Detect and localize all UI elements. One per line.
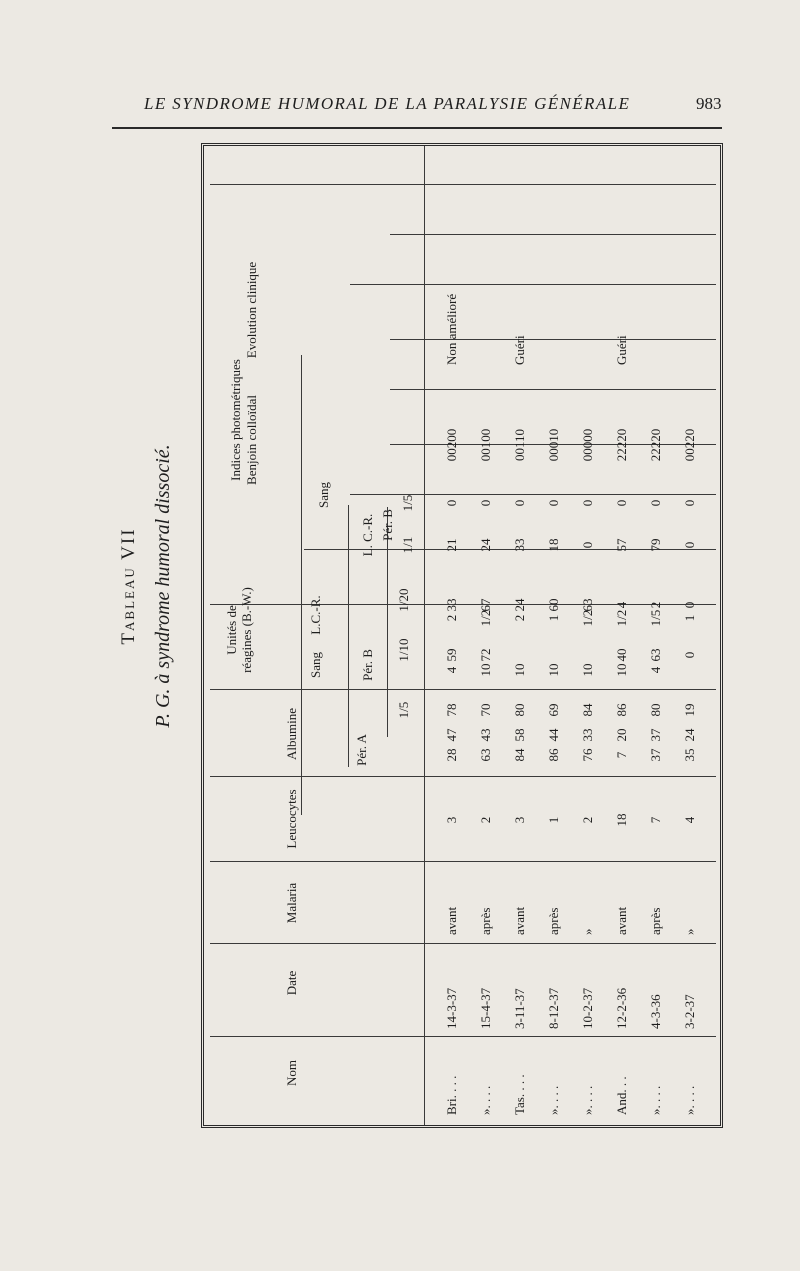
header-lcr-b-1-1: 1/1 (400, 536, 415, 554)
data-table (201, 143, 723, 1128)
cell-sang-1-10: 63 (648, 648, 663, 662)
cell-lcr-1-1: 0 (580, 541, 595, 549)
cell-sang-1-10: 72 (478, 648, 493, 662)
cell-sang-1-20: 60 (546, 598, 561, 612)
table-subtitle: P. G. à syndrome humoral dissocié. (152, 444, 174, 728)
header-unites: Unités de réagines (B.-W.) (224, 587, 254, 673)
cell-lcr-1-1: 57 (614, 538, 629, 552)
header-leucocytes: Leucocytes (284, 789, 299, 849)
cell-benjoin: 22220 (648, 428, 663, 462)
cell-lcr-1-1: 21 (444, 538, 459, 552)
cell-unites-lcr: 1/2 (580, 609, 595, 627)
cell-albumine: 24 (682, 728, 697, 742)
cell-nom: Bri. . . . (444, 1075, 459, 1115)
cell-sang-1-5: 86 (614, 703, 629, 717)
cell-leucocytes: 4 (682, 816, 697, 824)
cell-albumine: 33 (580, 728, 595, 742)
page-header (100, 94, 740, 120)
cell-per-a: 86 (546, 748, 561, 762)
cell-lcr-1-5: 0 (648, 499, 663, 507)
header-indices-sang: Sang (316, 482, 331, 508)
cell-unites-lcr: 1/2 (478, 609, 493, 627)
header-unites-lcr: L.C.-R. (308, 595, 323, 635)
cell-benjoin: 00000 (580, 428, 595, 462)
cell-lcr-1-5: 0 (614, 499, 629, 507)
table-title: Tableau VII (118, 527, 139, 645)
cell-nom: ». . . . (478, 1085, 493, 1115)
cell-unites-sang: 10 (614, 663, 629, 677)
cell-evolution: Guéri (614, 335, 629, 365)
cell-nom: Tas. . . . (512, 1074, 527, 1115)
cell-leucocytes: 3 (512, 816, 527, 824)
header-sang-per-a: Pér. A (354, 734, 369, 766)
cell-unites-sang: 10 (478, 663, 493, 677)
cell-leucocytes: 7 (648, 816, 663, 824)
header-benjoin: Benjoin colloïdal (244, 395, 259, 485)
cell-unites-lcr: 1 (682, 614, 697, 622)
col-albumine-rule (210, 689, 716, 690)
cell-leucocytes: 2 (478, 816, 493, 824)
cell-per-a: 7 (614, 751, 629, 759)
cell-lcr-1-1: 24 (478, 538, 493, 552)
cell-unites-lcr: 1 (546, 614, 561, 622)
header-unites-sang: Sang (308, 652, 323, 678)
cell-sang-1-20: 33 (444, 598, 459, 612)
cell-albumine: 44 (546, 728, 561, 742)
header-sang-b-1-10: 1/10 (396, 638, 411, 662)
cell-date: 8-12-37 (546, 987, 561, 1029)
cell-per-a: 76 (580, 748, 595, 762)
cell-sang-1-20: 4 (614, 601, 629, 609)
cell-sang-1-20: 63 (580, 598, 595, 612)
cell-sang-1-5: 78 (444, 703, 459, 717)
header-sang-per-b: Pér. B (360, 649, 375, 681)
cell-lcr-1-5: 0 (444, 499, 459, 507)
cell-date: 12-2-36 (614, 987, 629, 1029)
cell-date: 3-2-37 (682, 994, 697, 1029)
cell-leucocytes: 1 (546, 816, 561, 824)
cell-leucocytes: 3 (444, 816, 459, 824)
cell-unites-lcr: 1/2 (614, 609, 629, 627)
cell-per-a: 28 (444, 748, 459, 762)
cell-unites-lcr: 2 (444, 614, 459, 622)
cell-benjoin: 00110 (512, 428, 527, 462)
cell-nom: And. . . (614, 1076, 629, 1115)
cell-sang-1-10: 59 (444, 648, 459, 662)
cell-nom: ». . . . (682, 1085, 697, 1115)
unites-group-rule (301, 355, 302, 435)
cell-leucocytes: 2 (580, 816, 595, 824)
cell-sang-1-20: 2 (648, 601, 663, 609)
cell-per-a: 63 (478, 748, 493, 762)
cell-malaria: après (648, 907, 663, 935)
cell-lcr-1-1: 0 (682, 541, 697, 549)
cell-benjoin: 00200 (444, 428, 459, 462)
cell-malaria: après (546, 907, 561, 935)
col-leuco-rule (210, 776, 716, 777)
cell-evolution: Non amélioré (444, 293, 459, 365)
cell-lcr-1-1: 33 (512, 538, 527, 552)
cell-lcr-1-5: 0 (682, 499, 697, 507)
cell-lcr-1-5: 0 (512, 499, 527, 507)
cell-lcr-1-5: 0 (580, 499, 595, 507)
header-rule (112, 127, 722, 129)
cell-sang-1-5: 80 (648, 703, 663, 717)
header-albumine: Albumine (284, 708, 299, 760)
cell-benjoin: 00220 (682, 428, 697, 462)
cell-nom: ». . . . (648, 1085, 663, 1115)
col-s120-rule (390, 339, 716, 340)
cell-malaria: » (580, 928, 595, 935)
cell-sang-1-20: 0 (682, 601, 697, 609)
header-lcr-per-b: Pér. B (380, 509, 395, 541)
cell-date: 10-2-37 (580, 987, 595, 1029)
cell-unites-sang: 4 (444, 666, 459, 674)
cell-sang-1-5: 70 (478, 703, 493, 717)
cell-sang-1-20: 67 (478, 598, 493, 612)
cell-per-a: 84 (512, 748, 527, 762)
header-nom: Nom (284, 1060, 299, 1086)
cell-lcr-1-5: 0 (546, 499, 561, 507)
running-head: LE SYNDROME HUMORAL DE LA PARALYSIE GÉNÉRALE (144, 94, 631, 113)
col-date-rule (210, 943, 716, 944)
cell-unites-lcr: 1/5 (648, 609, 663, 627)
cell-lcr-1-1: 79 (648, 538, 663, 552)
cell-albumine: 20 (614, 728, 629, 742)
cell-sang-1-5: 19 (682, 703, 697, 717)
header-sang-b-1-20: 1/20 (396, 588, 411, 612)
cell-unites-sang: 10 (580, 663, 595, 677)
page-number: 983 (696, 94, 722, 113)
header-date: Date (284, 970, 299, 996)
col-unites-rule (210, 604, 716, 605)
header-sang-b-1-5: 1/5 (396, 701, 411, 719)
cell-date: 14-3-37 (444, 987, 459, 1029)
cell-unites-lcr: 2 (512, 614, 527, 622)
cell-evolution: Guéri (512, 335, 527, 365)
cell-albumine: 43 (478, 728, 493, 742)
cell-unites-sang: 10 (512, 663, 527, 677)
col-malaria-rule (210, 861, 716, 862)
cell-malaria: avant (512, 906, 527, 935)
cell-benjoin: 22220 (614, 428, 629, 462)
cell-date: 4-3-36 (648, 994, 663, 1029)
table-caption (108, 146, 188, 1026)
cell-albumine: 47 (444, 728, 459, 742)
cell-lcr-1-5: 0 (478, 499, 493, 507)
cell-per-a: 35 (682, 748, 697, 762)
cell-nom: ». . . . (546, 1085, 561, 1115)
header-indices-lcr: L. C.-R. (360, 513, 375, 557)
cell-malaria: avant (444, 906, 459, 935)
table-caption-rotated (108, 146, 188, 1026)
cell-albumine: 37 (648, 728, 663, 742)
cell-malaria: après (478, 907, 493, 935)
col-l15-rule (210, 184, 716, 185)
cell-unites-sang: 10 (546, 663, 561, 677)
cell-malaria: » (682, 928, 697, 935)
cell-sang-1-5: 84 (580, 703, 595, 717)
col-s110-rule (390, 389, 716, 390)
cell-lcr-1-1: 18 (546, 538, 561, 552)
header-evolution: Evolution clinique (244, 261, 259, 359)
cell-date: 15-4-37 (478, 987, 493, 1029)
cell-sang-1-5: 80 (512, 703, 527, 717)
cell-unites-sang: 4 (648, 666, 663, 674)
cell-benjoin: 00010 (546, 428, 561, 462)
header-malaria: Malaria (284, 882, 299, 924)
lcr-sub-rule (348, 505, 349, 565)
cell-sang-1-20: 24 (512, 598, 527, 612)
col-lcr-rule (350, 284, 716, 285)
data-table-rotated (204, 146, 720, 1125)
cell-date: 3-11-37 (512, 988, 527, 1029)
cell-sang-1-10: 40 (614, 648, 629, 662)
cell-nom: ». . . . (580, 1085, 595, 1115)
col-nom-rule (210, 1036, 716, 1037)
header-lcr-b-1-5: 1/5 (400, 494, 415, 512)
header-body-rule (424, 146, 425, 1125)
cell-sang-1-5: 69 (546, 703, 561, 717)
header-indices: Indices photométriques (228, 359, 243, 481)
col-l11-rule (390, 234, 716, 235)
cell-per-a: 37 (648, 748, 663, 762)
cell-benjoin: 00100 (478, 428, 493, 462)
cell-malaria: avant (614, 906, 629, 935)
cell-leucocytes: 18 (614, 813, 629, 827)
cell-sang-1-10: 0 (682, 651, 697, 659)
cell-albumine: 58 (512, 728, 527, 742)
